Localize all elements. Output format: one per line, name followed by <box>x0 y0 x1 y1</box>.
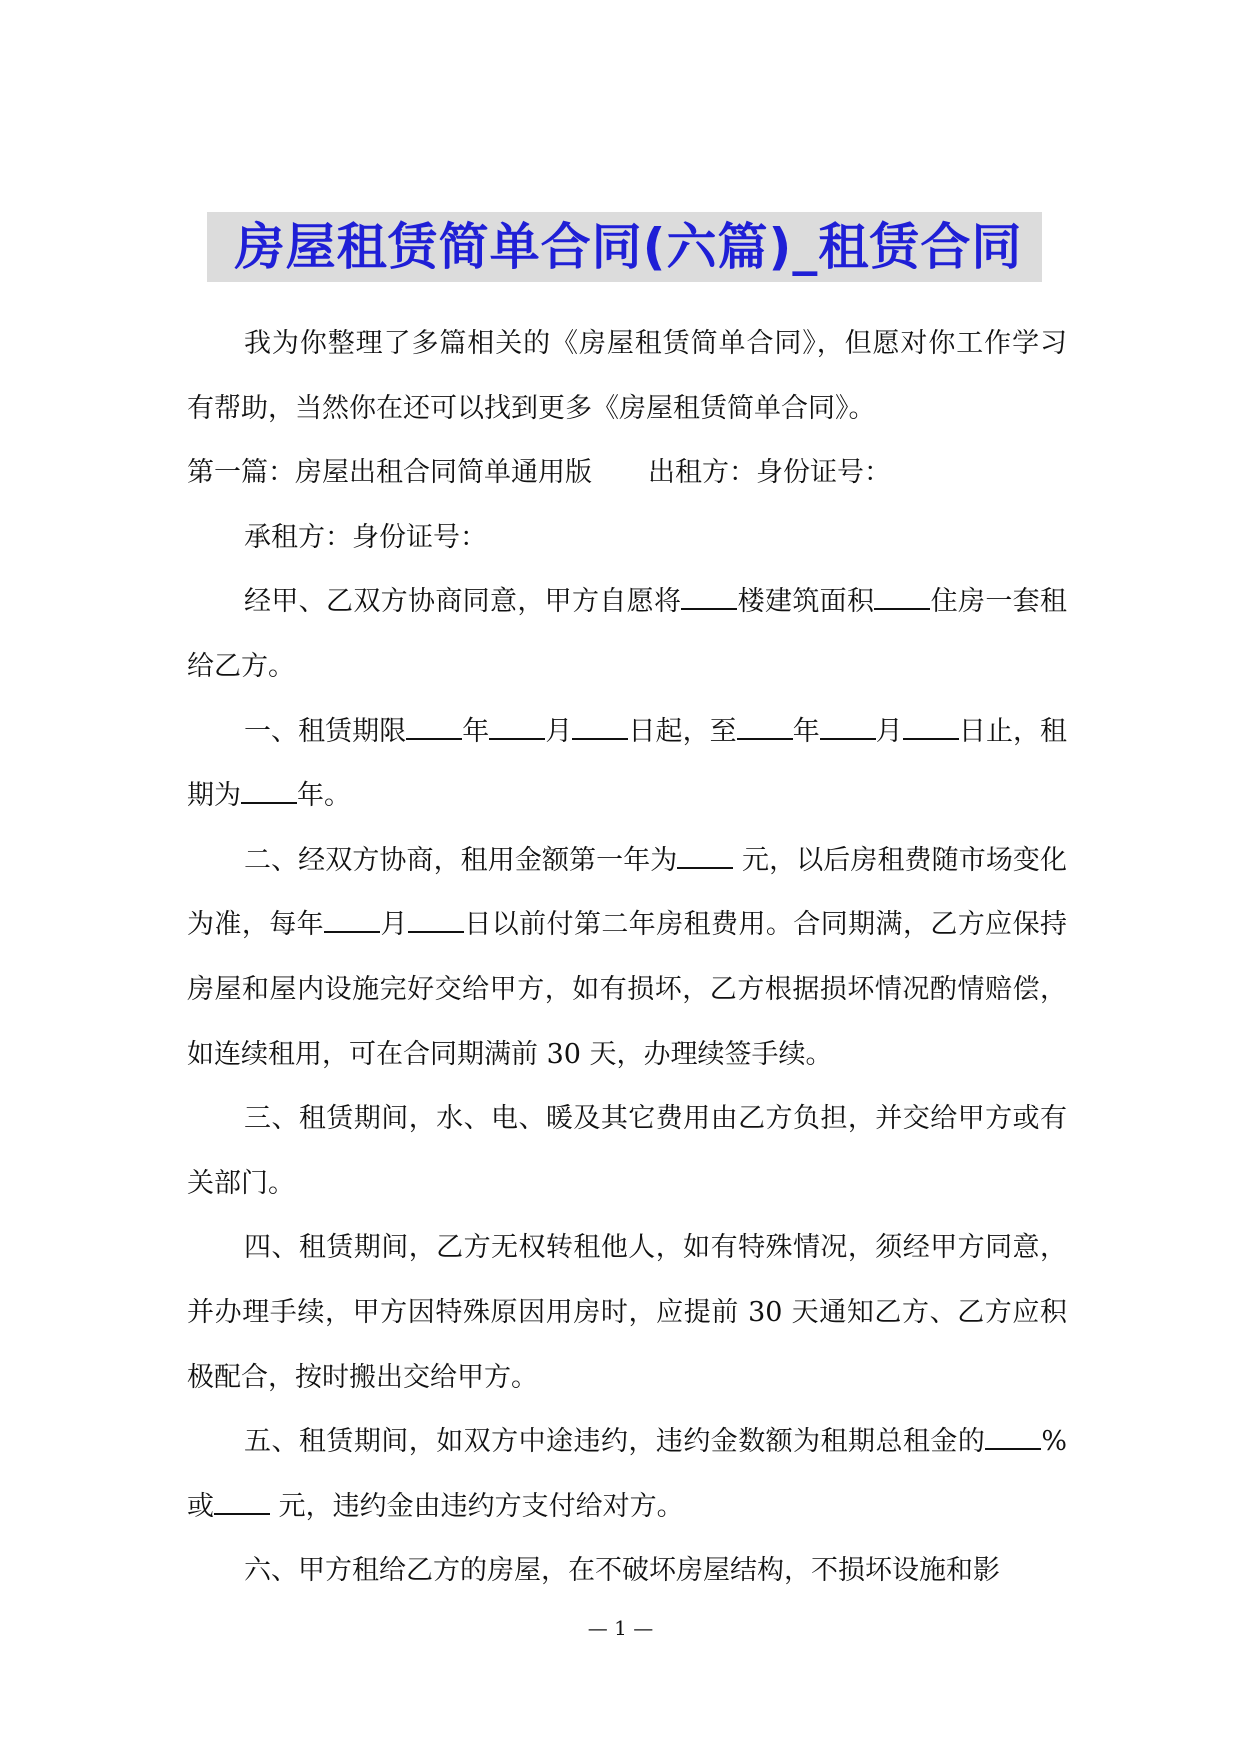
fill-blank <box>737 716 793 740</box>
clause-3: 三、租赁期间，水、电、暖及其它费用由乙方负担，并交给甲方或有关部门。 <box>187 1103 1067 1199</box>
rental-intro-b: 楼建筑面积 <box>737 586 875 618</box>
title-wrap <box>0 212 1241 282</box>
intro-paragraph: 我为你整理了多篇相关的《房屋租赁简单合同》，但愿对你工作学习有帮助，当然你在还可以找到更多《房屋租赁简单合同》。 <box>187 328 1067 424</box>
fill-blank <box>406 716 462 740</box>
page-number: — 1 — <box>587 1616 654 1640</box>
fill-blank <box>214 1491 270 1515</box>
clause-5 <box>187 1410 1067 1539</box>
rental-intro-paragraph <box>187 570 1067 699</box>
fill-blank <box>903 716 959 740</box>
clause-4: 四、租赁期间，乙方无权转租他人，如有特殊情况，须经甲方同意，并办理手续，甲方因特殊原因用房时，应提前 30 天通知乙方、乙方应积极配合，按时搬出交给甲方。 <box>187 1232 1067 1393</box>
clause1-end: 年。 <box>297 780 351 812</box>
section-title: 第一篇：房屋出租合同简单通用版 <box>187 457 592 489</box>
fill-blank <box>241 780 297 804</box>
clause5-c: 元，违约金由违约方支付给对方。 <box>270 1490 684 1522</box>
clause2-c: 日以前付第二年房租费用。合同期满，乙方应保持房屋和屋内设施完好交给甲方，如有损坏，乙方根据损坏情况酌情赔偿，如连续租用，可在合同期满前 30 天，办理续签手续。 <box>187 909 1068 1070</box>
clause2-a: 二、经双方协商，租用金额第一年为 <box>244 844 678 876</box>
fill-blank <box>489 716 545 740</box>
section-heading-line <box>187 441 1067 506</box>
lessee-line: 承租方：身份证号： <box>244 521 487 553</box>
clause1-day-to: 日止，租期为 <box>187 715 1068 812</box>
fill-blank <box>985 1426 1041 1450</box>
document-title: 房屋租赁简单合同(六篇)_租赁合同 <box>207 212 1043 282</box>
clause-2 <box>187 829 1067 1087</box>
clause1-year2: 年 <box>792 715 820 747</box>
fill-blank <box>820 716 876 740</box>
document-body <box>187 312 1067 1604</box>
clause1-month: 月 <box>545 715 573 747</box>
clause2-b: 元，以后房租费随市场变化为准，每年 <box>187 844 1067 941</box>
lessor-label: 出租方：身份证号： <box>648 457 891 489</box>
fill-blank <box>681 586 737 610</box>
clause2-month: 月 <box>380 909 408 941</box>
clause-1 <box>187 700 1067 829</box>
clause5-b: 或 <box>187 1490 214 1522</box>
fill-blank <box>677 845 733 869</box>
fill-blank <box>408 909 464 933</box>
clause-6: 六、甲方租给乙方的房屋，在不破坏房屋结构，不损坏设施和影 <box>244 1555 1000 1587</box>
clause1-day-from: 日起，至 <box>628 715 737 747</box>
fill-blank <box>874 586 930 610</box>
fill-blank <box>572 716 628 740</box>
rental-intro-c: 住房一套租给乙方。 <box>187 586 1068 682</box>
clause1-year: 年 <box>462 715 490 747</box>
rental-intro-a: 经甲、乙双方协商同意，甲方自愿将 <box>244 586 682 618</box>
clause5-pct: % <box>1041 1426 1067 1458</box>
clause5-a: 五、租赁期间，如双方中途违约，违约金数额为租期总租金的 <box>244 1426 986 1458</box>
clause1-month2: 月 <box>875 715 903 747</box>
fill-blank <box>324 909 380 933</box>
clause1-a: 一、租赁期限 <box>244 715 407 747</box>
